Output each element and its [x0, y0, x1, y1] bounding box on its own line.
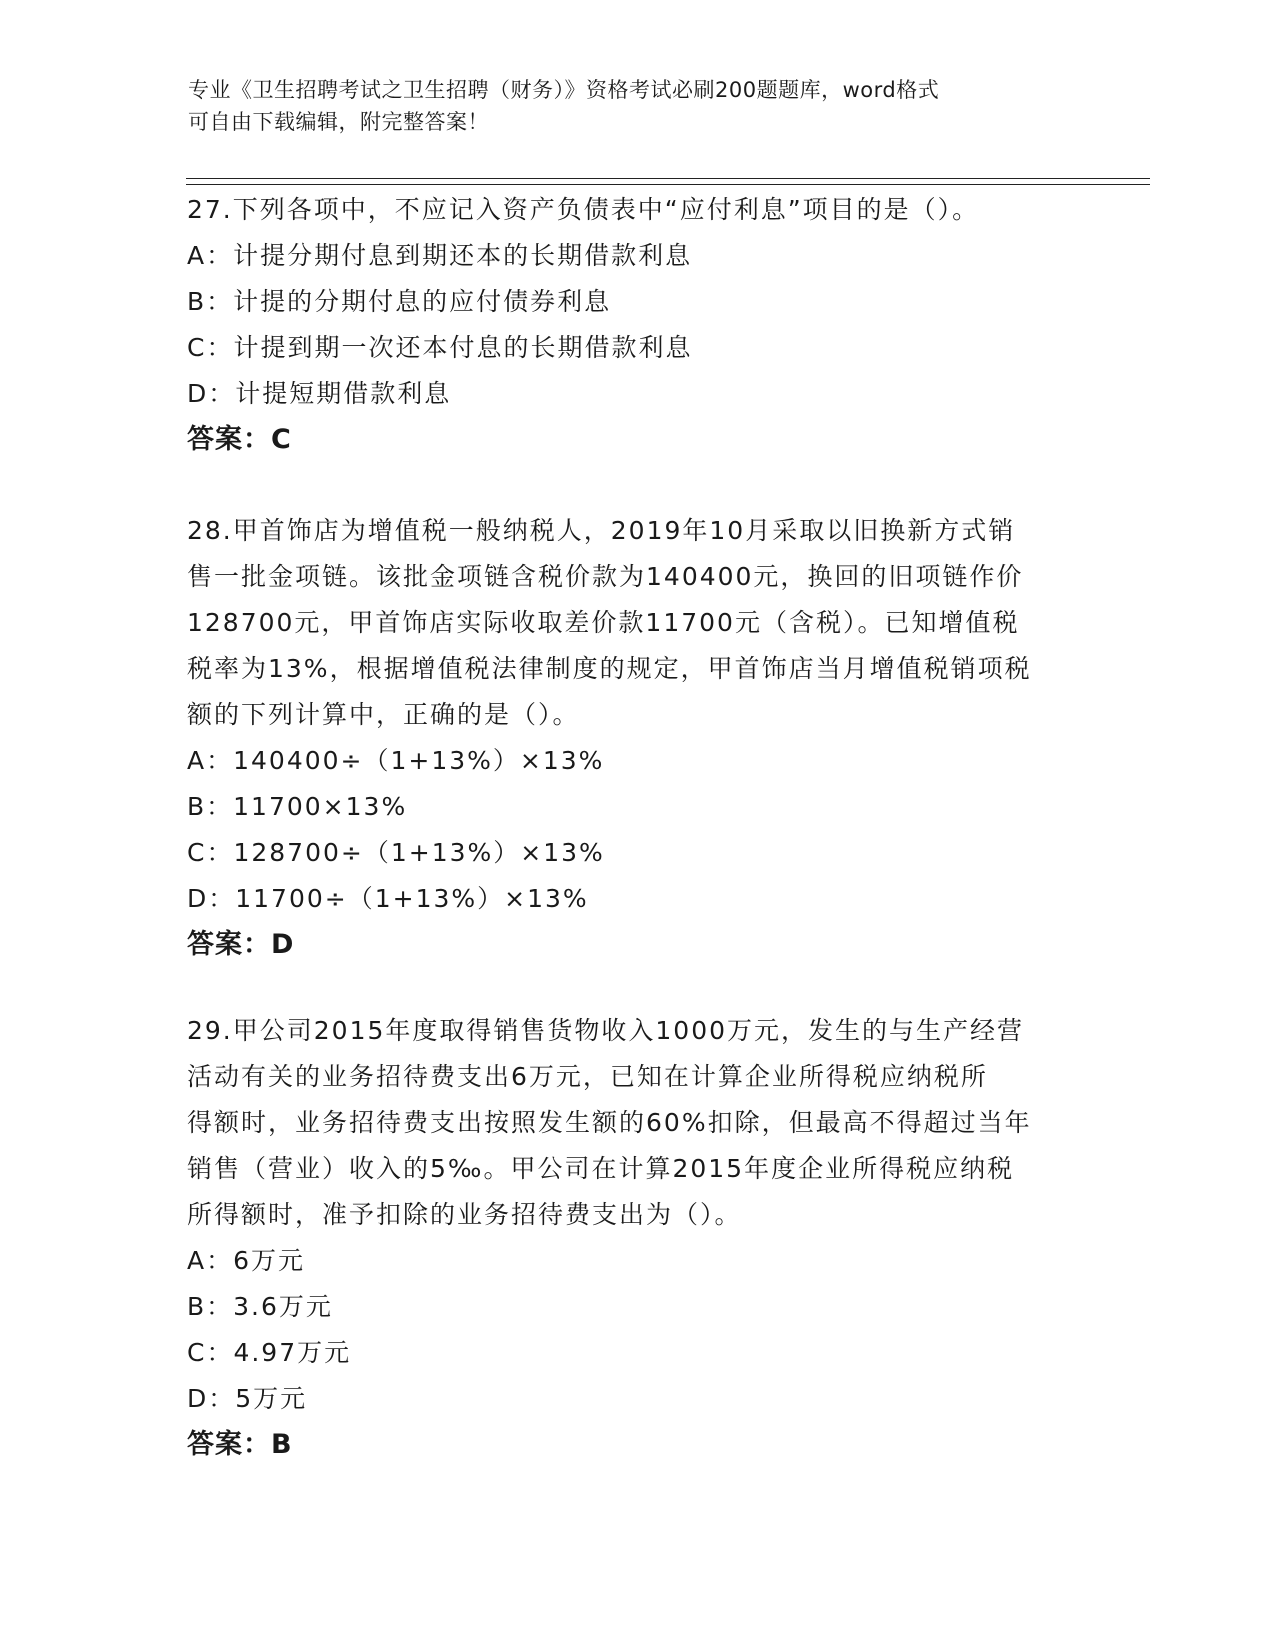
header-line-2: 可自由下载编辑，附完整答案！: [188, 110, 489, 134]
option-d: D：计提短期借款利息: [187, 379, 452, 408]
stem-line: 售一批金项链。该批金项链含税价款为140400元，换回的旧项链作价: [187, 562, 1024, 591]
question-stem: [187, 1008, 1087, 1238]
header-divider-bottom: [186, 184, 1150, 185]
stem-line: 得额时，业务招待费支出按照发生额的60%扣除，但最高不得超过当年: [187, 1108, 1032, 1137]
stem-line: 活动有关的业务招待费支出6万元，已知在计算企业所得税应纳税所: [187, 1062, 988, 1091]
option-d: D：5万元: [187, 1384, 308, 1413]
question-27: [187, 187, 1087, 463]
answer-label: 答案：B: [187, 1429, 293, 1460]
answer-label: 答案：C: [187, 424, 292, 455]
option-c: C：128700÷（1+13%）×13%: [187, 838, 605, 867]
stem-line: 额的下列计算中，正确的是（）。: [187, 700, 580, 729]
option-a: A：140400÷（1+13%）×13%: [187, 746, 605, 775]
option-b: B：3.6万元: [187, 1292, 333, 1321]
stem-line: 128700元，甲首饰店实际收取差价款11700元（含税）。已知增值税: [187, 608, 1020, 637]
stem-line: 销售（营业）收入的5‰。甲公司在计算2015年度企业所得税应纳税: [187, 1154, 1015, 1183]
option-d: D：11700÷（1+13%）×13%: [187, 884, 589, 913]
stem-line: 27.下列各项中，不应记入资产负债表中“应付利息”项目的是（）。: [187, 195, 980, 224]
document-header: [188, 74, 1068, 138]
question-29: [187, 1008, 1087, 1468]
header-divider-top: [186, 178, 1150, 179]
option-b: B：计提的分期付息的应付债券利息: [187, 287, 612, 316]
option-b: B：11700×13%: [187, 792, 408, 821]
option-a: A：计提分期付息到期还本的长期借款利息: [187, 241, 693, 270]
header-line-1: 专业《卫生招聘考试之卫生招聘（财务）》资格考试必刷200题题库，word格式: [188, 78, 940, 102]
stem-line: 所得额时，准予扣除的业务招待费支出为（）。: [187, 1200, 742, 1229]
stem-line: 税率为13%，根据增值税法律制度的规定，甲首饰店当月增值税销项税: [187, 654, 1032, 683]
option-c: C：4.97万元: [187, 1338, 352, 1367]
stem-line: 28.甲首饰店为增值税一般纳税人，2019年10月采取以旧换新方式销: [187, 516, 1016, 545]
question-28: [187, 508, 1087, 968]
question-stem: [187, 187, 1087, 233]
option-c: C：计提到期一次还本付息的长期借款利息: [187, 333, 693, 362]
option-a: A：6万元: [187, 1246, 306, 1275]
answer-label: 答案：D: [187, 929, 295, 960]
question-stem: [187, 508, 1087, 738]
stem-line: 29.甲公司2015年度取得销售货物收入1000万元，发生的与生产经营: [187, 1016, 1025, 1045]
